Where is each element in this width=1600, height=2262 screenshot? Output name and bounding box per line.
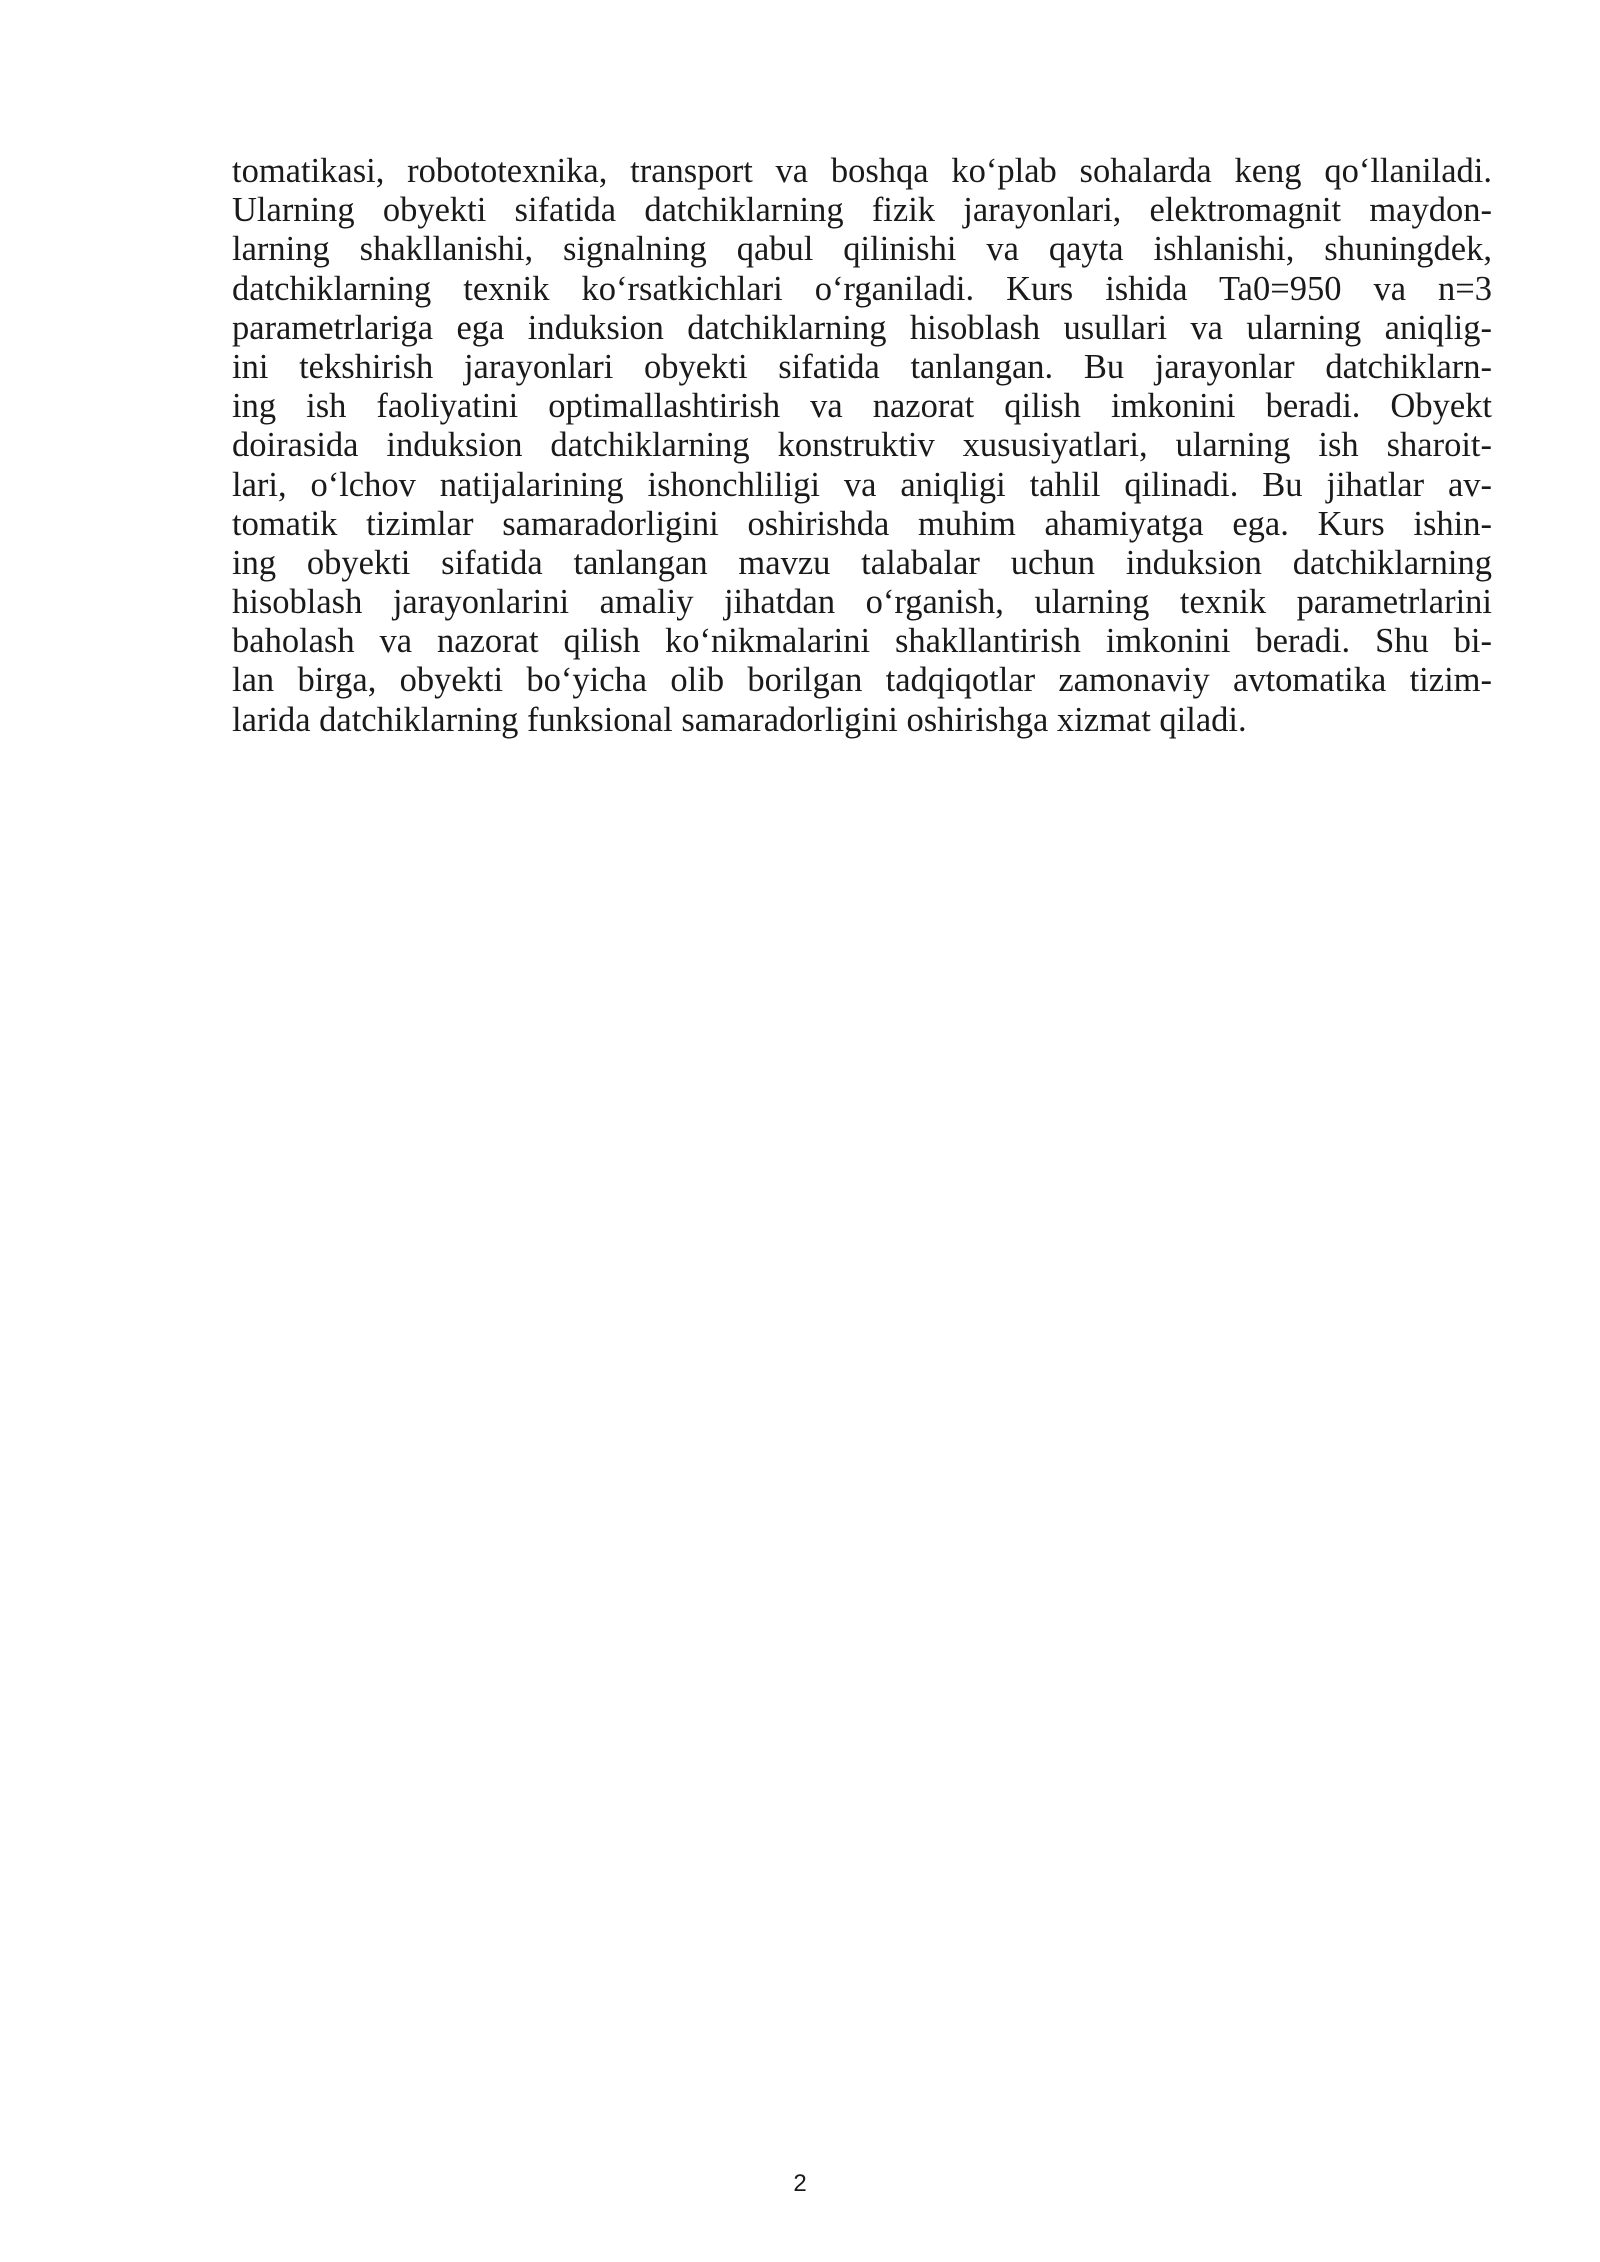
paragraph-line: ing obyekti sifatida tanlangan mavzu talabalar uchun induksion datchiklarning xyxy=(232,543,1492,582)
paragraph-line: hisoblash jarayonlarini amaliy jihatdan o‘rganish, ularning texnik parametrlarini xyxy=(232,583,1492,622)
paragraph-line: doirasida induksion datchiklarning konstruktiv xususiyatlari, ularning ish sharoit- xyxy=(232,426,1492,465)
page-number: 2 xyxy=(793,2170,807,2197)
paragraph-line: tomatik tizimlar samaradorligini oshirishda muhim ahamiyatga ega. Kurs ishin- xyxy=(232,504,1492,543)
paragraph-line: larning shakllanishi, signalning qabul qilinishi va qayta ishlanishi, shuningdek, xyxy=(232,230,1492,269)
paragraph-line: ing ish faoliyatini optimallashtirish va nazorat qilish imkonini beradi. Obyekt xyxy=(232,387,1492,426)
paragraph-line: ini tekshirish jarayonlari obyekti sifatida tanlangan. Bu jarayonlar datchiklarn- xyxy=(232,347,1492,386)
paragraph-line: lari, o‘lchov natijalarining ishonchliligi va aniqligi tahlil qilinadi. Bu jihatlar av- xyxy=(232,465,1492,504)
paragraph-line: Ularning obyekti sifatida datchiklarning fizik jarayonlari, elektromagnit maydon- xyxy=(232,191,1492,230)
paragraph-line: parametrlariga ega induksion datchiklarning hisoblash usullari va ularning aniqlig- xyxy=(232,308,1492,347)
paragraph-line: larida datchiklarning funksional samaradorligini oshirishga xizmat qiladi. xyxy=(232,700,1247,739)
paragraph-line: lan birga, obyekti bo‘yicha olib borilgan tadqiqotlar zamonaviy avtomatika tizim- xyxy=(232,661,1492,700)
paragraph-line: tomatikasi, robototexnika, transport va boshqa ko‘plab sohalarda keng qo‘llaniladi. xyxy=(232,152,1492,190)
paragraph-line: datchiklarning texnik ko‘rsatkichlari o‘rganiladi. Kurs ishida Ta0=950 va n=3 xyxy=(232,269,1492,308)
body-paragraph xyxy=(232,152,1492,740)
paragraph-line: baholash va nazorat qilish ko‘nikmalarini shakllantirish imkonini beradi. Shu bi- xyxy=(232,622,1492,661)
